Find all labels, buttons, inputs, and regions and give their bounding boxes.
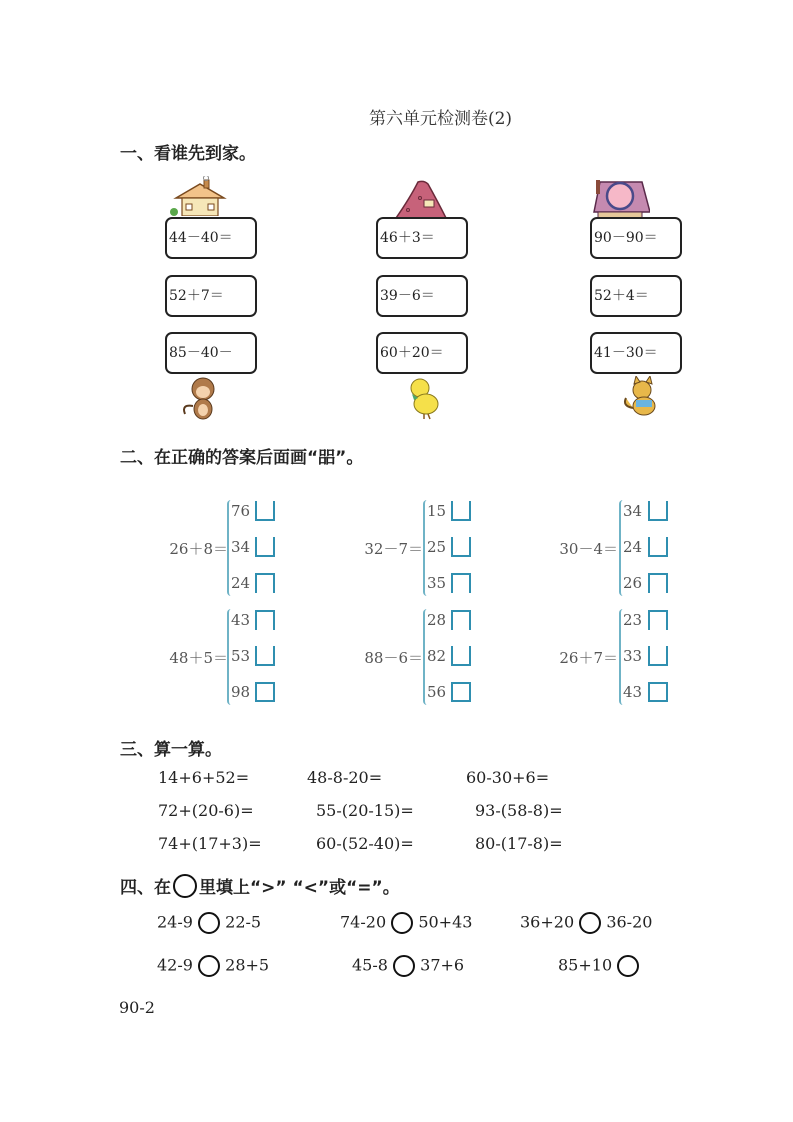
- overflow-text: 90-2: [119, 998, 155, 1017]
- compare-circle[interactable]: [198, 955, 220, 977]
- calc-problem: 60-(52-40)=: [316, 834, 414, 853]
- section-3-heading: 三、算一算。: [120, 740, 222, 760]
- option-label: 56: [427, 683, 447, 701]
- answer-checkbox[interactable]: [451, 501, 471, 521]
- option-label: 82: [427, 647, 447, 665]
- section-4-heading: 四、在 里填上“>” “<”或“=”。: [120, 873, 400, 898]
- calc-problem: 48-8-20=: [307, 768, 383, 787]
- mushroom-house-icon: [390, 178, 450, 218]
- option-label: 23: [623, 611, 643, 629]
- calc-problem: 72+(20-6)=: [158, 801, 254, 820]
- choice-equation: 30－4＝: [559, 540, 618, 558]
- choice-equation: 32－7＝: [364, 540, 423, 558]
- chick-icon: [400, 376, 450, 420]
- compare-circle[interactable]: [617, 955, 639, 977]
- answer-checkbox[interactable]: [451, 537, 471, 557]
- option-label: 76: [231, 502, 251, 520]
- option-label: 24: [623, 538, 643, 556]
- pink-house-icon: [590, 178, 650, 218]
- option-label: 24: [231, 574, 251, 592]
- compare-circle[interactable]: [391, 912, 413, 934]
- compare-item: 24-9 22-5: [157, 912, 261, 934]
- answer-checkbox[interactable]: [648, 537, 668, 557]
- compare-item: 85+10: [558, 955, 639, 977]
- calc-problem: 93-(58-8)=: [475, 801, 563, 820]
- calc-problem: 74+(17+3)=: [158, 834, 262, 853]
- answer-checkbox[interactable]: [255, 537, 275, 557]
- section-2-heading: 二、在正确的答案后面画“㗊”。: [120, 448, 364, 468]
- compare-circle[interactable]: [198, 912, 220, 934]
- equation-box: 39－6＝: [376, 275, 468, 317]
- answer-checkbox[interactable]: [648, 501, 668, 521]
- option-label: 15: [427, 502, 447, 520]
- calc-problem: 14+6+52=: [158, 768, 250, 787]
- answer-checkbox[interactable]: [648, 610, 668, 630]
- equation-box: 52＋7＝: [165, 275, 257, 317]
- option-label: 33: [623, 647, 643, 665]
- compare-item: 36+20 36-20: [520, 912, 652, 934]
- house-icon: [170, 176, 230, 216]
- compare-circle[interactable]: [579, 912, 601, 934]
- option-label: 34: [231, 538, 251, 556]
- answer-checkbox[interactable]: [648, 573, 668, 593]
- choice-equation: 26＋7＝: [559, 649, 618, 667]
- compare-item: 45-8 37+6: [352, 955, 464, 977]
- answer-checkbox[interactable]: [255, 573, 275, 593]
- answer-checkbox[interactable]: [451, 573, 471, 593]
- option-label: 26: [623, 574, 643, 592]
- option-label: 34: [623, 502, 643, 520]
- equation-box: 52＋4＝: [590, 275, 682, 317]
- equation-box: 44－40＝: [165, 217, 257, 259]
- option-label: 53: [231, 647, 251, 665]
- option-label: 35: [427, 574, 447, 592]
- compare-circle[interactable]: [393, 955, 415, 977]
- answer-checkbox[interactable]: [255, 646, 275, 666]
- choice-equation: 26＋8＝: [169, 540, 228, 558]
- choice-equation: 88－6＝: [364, 649, 423, 667]
- equation-box: 46＋3＝: [376, 217, 468, 259]
- compare-item: 42-9 28+5: [157, 955, 269, 977]
- answer-checkbox[interactable]: [648, 682, 668, 702]
- section-1-heading: 一、看谁先到家。: [120, 144, 256, 164]
- option-label: 43: [231, 611, 251, 629]
- circle-icon: [173, 874, 197, 898]
- calc-problem: 80-(17-8)=: [475, 834, 563, 853]
- option-label: 28: [427, 611, 447, 629]
- choice-equation: 48＋5＝: [169, 649, 228, 667]
- option-label: 43: [623, 683, 643, 701]
- compare-item: 74-20 50+43: [340, 912, 472, 934]
- answer-checkbox[interactable]: [255, 501, 275, 521]
- answer-checkbox[interactable]: [255, 610, 275, 630]
- monkey-icon: [177, 376, 227, 420]
- cat-icon: [620, 376, 670, 420]
- answer-checkbox[interactable]: [451, 610, 471, 630]
- calc-problem: 55-(20-15)=: [316, 801, 414, 820]
- answer-checkbox[interactable]: [451, 682, 471, 702]
- calc-problem: 60-30+6=: [466, 768, 550, 787]
- answer-checkbox[interactable]: [255, 682, 275, 702]
- option-label: 98: [231, 683, 251, 701]
- answer-checkbox[interactable]: [648, 646, 668, 666]
- equation-box: 90－90＝: [590, 217, 682, 259]
- equation-box: 60＋20＝: [376, 332, 468, 374]
- equation-box: 85－40－: [165, 332, 257, 374]
- equation-box: 41－30＝: [590, 332, 682, 374]
- page-title: 第六单元检测卷(2): [368, 109, 513, 129]
- option-label: 25: [427, 538, 447, 556]
- answer-checkbox[interactable]: [451, 646, 471, 666]
